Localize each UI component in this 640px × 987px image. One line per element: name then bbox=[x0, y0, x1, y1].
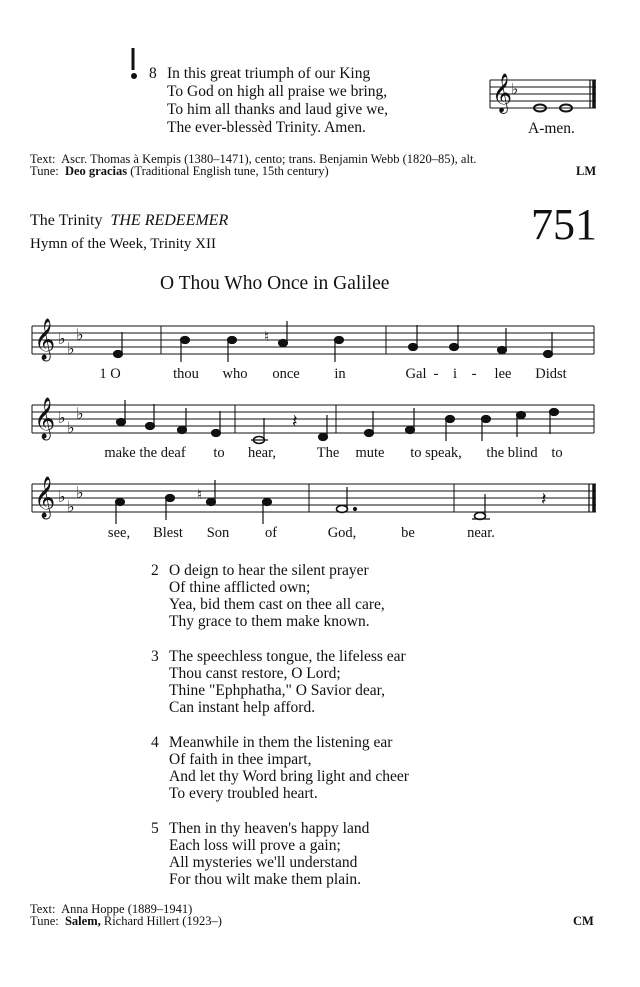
flat-icon: ♭ bbox=[58, 329, 66, 348]
flat-icon: ♭ bbox=[76, 325, 84, 344]
stanza-number: 3 bbox=[151, 648, 159, 665]
tune-credit: Tune: Salem, Richard Hillert (1923–) bbox=[30, 914, 222, 928]
stanza-8-line: In this great triumph of our King bbox=[167, 65, 371, 82]
lyric-syllable: Gal bbox=[405, 366, 427, 382]
prev-meter: LM bbox=[576, 164, 597, 178]
lyric-syllable: The bbox=[316, 445, 340, 461]
stanza-line: Can instant help afford. bbox=[169, 699, 316, 716]
treble-clef-icon: 𝄞 bbox=[34, 398, 56, 439]
lyric-hyphen: - bbox=[471, 366, 477, 382]
flat-icon: ♭ bbox=[67, 418, 75, 437]
amen-label: A-men. bbox=[528, 120, 575, 137]
notes-system-2 bbox=[117, 400, 559, 444]
lyric-syllable: mute bbox=[355, 445, 385, 461]
treble-clef-icon: 𝄞 bbox=[34, 319, 56, 360]
flat-icon: ♭ bbox=[67, 497, 75, 516]
lyric-syllable: be bbox=[401, 525, 415, 541]
flat-icon: ♭ bbox=[76, 404, 84, 423]
lyric-syllable: Blest bbox=[153, 525, 183, 541]
stanza-line: To every troubled heart. bbox=[169, 785, 318, 802]
lyric-syllable: of bbox=[264, 525, 278, 541]
stanza-line: Of faith in thee impart, bbox=[169, 751, 312, 768]
lyric-syllable: hear, bbox=[248, 445, 276, 461]
stanza-line: All mysteries we'll understand bbox=[169, 854, 358, 871]
treble-clef-icon: 𝄞 bbox=[492, 73, 513, 113]
lyric-syllable: lee bbox=[494, 366, 512, 382]
staff-system-1 bbox=[32, 326, 594, 354]
lyric-syllable: to speak, bbox=[410, 445, 462, 461]
stanza-line: Yea, bid them cast on thee all care, bbox=[169, 596, 385, 613]
stanza-8-line: To God on high all praise we bring, bbox=[167, 83, 388, 100]
stanza-line: The speechless tongue, the lifeless ear bbox=[169, 648, 406, 665]
treble-clef-icon: 𝄞 bbox=[34, 477, 56, 518]
stanza-line: O deign to hear the silent prayer bbox=[169, 562, 369, 579]
hymn-number: 751 bbox=[531, 200, 597, 249]
lyric-syllable: make the deaf bbox=[104, 445, 186, 461]
flat-icon: ♭ bbox=[58, 408, 66, 427]
stanza-number: 5 bbox=[151, 820, 159, 837]
lyric-syllable: Didst bbox=[535, 366, 567, 382]
lyric-hyphen: - bbox=[433, 366, 439, 382]
stanza-line: Meanwhile in them the listening ear bbox=[169, 734, 393, 751]
text-credit: Text: Anna Hoppe (1889–1941) bbox=[30, 902, 193, 916]
lyric-syllable: who bbox=[222, 366, 248, 382]
lyric-syllable: 1 O bbox=[99, 366, 121, 382]
lyric-syllable: i bbox=[452, 366, 458, 382]
lyric-syllable: once bbox=[272, 366, 300, 382]
stanza-line: Thy grace to them make known. bbox=[169, 613, 370, 630]
lyric-syllable: thou bbox=[173, 366, 199, 382]
stanza-line: Of thine afflicted own; bbox=[169, 579, 311, 596]
stanza-number: 2 bbox=[151, 562, 159, 579]
lyric-syllable: the blind bbox=[486, 445, 538, 461]
stanza-line: Thou canst restore, O Lord; bbox=[169, 665, 341, 682]
lyric-syllable: see, bbox=[107, 525, 131, 541]
natural-icon: ♮ bbox=[197, 487, 203, 503]
flat-icon: ♭ bbox=[58, 487, 66, 506]
week-note: Hymn of the Week, Trinity XII bbox=[30, 236, 217, 252]
stanza-number: 4 bbox=[151, 734, 159, 751]
flat-icon: ♭ bbox=[511, 80, 519, 98]
prev-tune-credit: Tune: Deo gracias (Traditional English tune, 15th century) bbox=[30, 164, 329, 178]
stanza-line: Then in thy heaven's happy land bbox=[169, 820, 370, 837]
stanza-line: For thou wilt make them plain. bbox=[169, 871, 362, 888]
hymn-category: The Trinity THE REDEEMER bbox=[30, 212, 229, 229]
meter: CM bbox=[573, 914, 594, 928]
notes-system-1 bbox=[114, 321, 553, 362]
flat-icon: ♭ bbox=[67, 339, 75, 358]
hymn-title: O Thou Who Once in Galilee bbox=[160, 273, 390, 294]
stanza-8-line: The ever-blessèd Trinity. Amen. bbox=[167, 119, 366, 136]
lyric-syllable: God, bbox=[327, 525, 357, 541]
lyric-syllable: to bbox=[213, 445, 225, 461]
lyric-syllable: near. bbox=[467, 525, 495, 541]
stanza-8-number: 8 bbox=[149, 65, 157, 82]
notes-system-3 bbox=[116, 480, 547, 524]
lyric-syllable: in bbox=[334, 366, 346, 382]
natural-icon: ♮ bbox=[264, 329, 270, 345]
staff-mark-icon bbox=[131, 48, 137, 79]
stanza-line: And let thy Word bring light and cheer bbox=[169, 768, 409, 785]
lyric-syllable: to bbox=[551, 445, 563, 461]
rest-icon: 𝄽 bbox=[292, 411, 298, 432]
stanza-line: Each loss will prove a gain; bbox=[169, 837, 341, 854]
stanza-line: Thine "Ephphatha," O Savior dear, bbox=[169, 682, 386, 699]
stanza-8-line: To him all thanks and laud give we, bbox=[167, 101, 389, 118]
prev-text-credit: Text: Ascr. Thomas à Kempis (1380–1471), cento; trans. Benjamin Webb (1820–85), alt. bbox=[30, 152, 477, 166]
rest-icon: 𝄽 bbox=[541, 489, 547, 510]
flat-icon: ♭ bbox=[76, 483, 84, 502]
staff-system-2 bbox=[32, 405, 594, 433]
lyric-syllable: Son bbox=[206, 525, 230, 541]
